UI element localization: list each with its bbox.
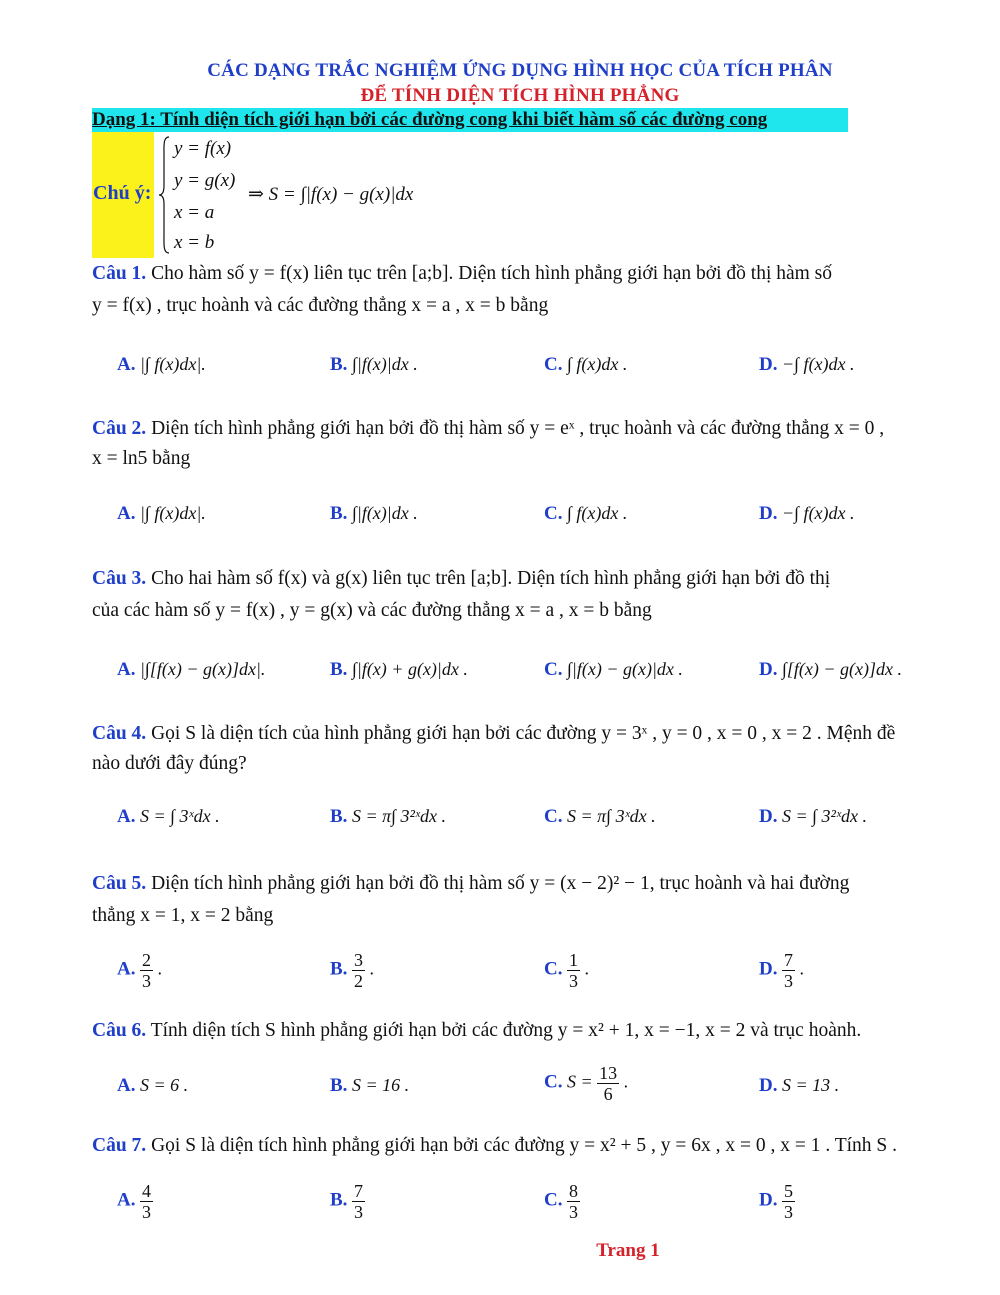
section-heading: Dạng 1: Tính diện tích giới hạn bởi các đường cong khi biết hàm số các đường cong (92, 108, 848, 132)
option-label: D. (759, 659, 778, 680)
denominator: 3 (568, 971, 578, 991)
option-a: A. $\frac{2}{3}$ . (117, 950, 162, 991)
option-d (759, 659, 902, 681)
option-a (117, 1181, 153, 1222)
denominator: 3 (783, 971, 793, 991)
option-b (330, 354, 418, 376)
option-label: B. (330, 1189, 348, 1211)
numerator: 13 (599, 1063, 618, 1083)
option-a (117, 1075, 188, 1097)
question (92, 1015, 952, 1047)
question-text: Gọi S là diện tích của hình phẳng giới hạn bởi các đường y = 3ˣ , y = 0 , x = 0 , x = 2 . Mệnh đề (146, 723, 896, 744)
question-text: Cho hai hàm số f(x) và g(x) liên tục trên [a;b]. Diện tích hình phẳng giới hạn bởi đồ thị (146, 568, 831, 589)
question-continuation: y = f(x) , trục hoành và các đường thẳng x = a , x = b bằng (92, 295, 549, 316)
option-label: D. (759, 503, 778, 524)
option-d (759, 1075, 839, 1097)
fraction (782, 1181, 795, 1222)
option-label: B. (330, 354, 348, 375)
question-label: Câu 7. (92, 1135, 147, 1156)
question-label: Câu 1. (92, 263, 147, 284)
option-text: −∫ f(x)dx . (781, 503, 855, 523)
question-label: Câu 6. (92, 1020, 147, 1041)
option-a (117, 503, 206, 525)
question (92, 413, 952, 445)
numerator: 8 (568, 1181, 578, 1201)
numerator: 7 (353, 1181, 363, 1201)
option-text: ∫|f(x)|dx . (351, 354, 418, 374)
numerator: 1 (568, 950, 578, 970)
question-continuation: của các hàm số y = f(x) , y = g(x) và các đường thẳng x = a , x = b bằng (92, 600, 652, 621)
question-continuation: thẳng x = 1, x = 2 bằng (92, 905, 274, 926)
option-label: D. (759, 958, 778, 980)
question-label: Câu 5. (92, 873, 147, 894)
question-label: Câu 3. (92, 568, 147, 589)
option-b (330, 806, 446, 828)
option-b: B. $\frac{3}{2}$ . (330, 950, 374, 991)
fraction (597, 1063, 619, 1104)
numerator: 5 (783, 1181, 793, 1201)
option-a (117, 659, 265, 681)
numerator: 2 (141, 950, 151, 970)
option-c: C. $\frac{1}{3}$ . (544, 950, 589, 991)
option-label: A. (117, 503, 136, 524)
option-c (544, 1181, 580, 1222)
option-c (544, 354, 627, 376)
option-label: D. (759, 354, 778, 375)
option-text: S = ∫ 3ˣdx . (139, 806, 220, 826)
question-text: Gọi S là diện tích hình phẳng giới hạn bởi các đường y = x² + 5 , y = 6x , x = 0 , x = 1 . Tính S . (146, 1135, 898, 1156)
option-label: D. (759, 1189, 778, 1211)
fraction (140, 950, 153, 991)
option-c (544, 806, 656, 828)
question-text: Diện tích hình phẳng giới hạn bởi đồ thị hàm số y = eˣ , trục hoành và các đường thẳng x = 0 , (146, 418, 885, 439)
denominator: 2 (353, 971, 363, 991)
document-title: CÁC DẠNG TRẮC NGHIỆM ỨNG DỤNG HÌNH HỌC CỦA TÍCH PHÂN (207, 60, 833, 81)
option-text: |∫ f(x)dx|. (139, 503, 206, 523)
option-b (330, 1181, 365, 1222)
question-text: Tính diện tích S hình phẳng giới hạn bởi các đường y = x² + 1, x = −1, x = 2 và trục hoành. (146, 1020, 862, 1041)
option-text: S = 16 . (351, 1075, 410, 1095)
option-a (117, 354, 206, 376)
brace-icon (158, 136, 170, 254)
option-text: −∫ f(x)dx . (781, 354, 855, 374)
option-b (330, 1075, 409, 1097)
question-label: Câu 4. (92, 723, 147, 744)
option-label: B. (330, 958, 348, 980)
note-label: Chú ý: (93, 182, 152, 204)
denominator: 3 (783, 1202, 793, 1222)
system-line: x = b (174, 232, 215, 253)
option-text: S = π∫ 3²ˣdx . (351, 806, 446, 826)
option-text: S = (566, 1071, 598, 1092)
question-continuation: nào dưới đây đúng? (92, 753, 247, 774)
option-label: B. (330, 1075, 348, 1096)
option-text: S = 6 . (139, 1075, 189, 1095)
option-label: D. (759, 1075, 778, 1096)
option-text: ∫ f(x)dx . (566, 354, 628, 374)
option-label: C. (544, 659, 563, 680)
option-text: ∫|f(x) − g(x)|dx . (566, 659, 683, 679)
fraction (567, 1181, 580, 1222)
numerator: 7 (783, 950, 793, 970)
option-c (544, 503, 627, 525)
denominator: 3 (353, 1202, 363, 1222)
question-text: Diện tích hình phẳng giới hạn bởi đồ thị hàm số y = (x − 2)² − 1, trục hoành và hai đường (146, 873, 850, 894)
option-text: S = π∫ 3ˣdx . (566, 806, 656, 826)
question-continuation: x = ln5 bằng (92, 448, 191, 469)
fraction (352, 1181, 365, 1222)
option-text: ∫|f(x) + g(x)|dx . (351, 659, 468, 679)
option-text: S = 13 . (781, 1075, 840, 1095)
question (92, 868, 952, 900)
question-label: Câu 2. (92, 418, 147, 439)
page-number: Trang 1 (596, 1240, 660, 1261)
question (92, 718, 952, 750)
option-label: B. (330, 659, 348, 680)
option-label: B. (330, 806, 348, 827)
denominator: 3 (141, 971, 151, 991)
system-line: y = g(x) (174, 170, 236, 191)
option-label: A. (117, 1075, 136, 1096)
option-text: S = ∫ 3²ˣdx . (781, 806, 868, 826)
option-d (759, 806, 867, 828)
system-line: x = a (174, 202, 215, 223)
denominator: 3 (141, 1202, 151, 1222)
option-label: C. (544, 1189, 563, 1211)
numerator: 4 (141, 1181, 151, 1201)
fraction (782, 950, 795, 991)
option-c (544, 659, 683, 681)
option-label: C. (544, 503, 563, 524)
option-b (330, 503, 418, 525)
option-label: A. (117, 659, 136, 680)
fraction (140, 1181, 153, 1222)
option-a (117, 806, 220, 828)
option-d: D. $\frac{7}{3}$ . (759, 950, 804, 991)
numerator: 3 (353, 950, 363, 970)
question (92, 563, 952, 595)
option-text: |∫[f(x) − g(x)]dx|. (139, 659, 266, 679)
area-formula: ⇒ S = ∫|f(x) − g(x)|dx (248, 184, 414, 205)
option-d (759, 354, 855, 376)
option-text: |∫ f(x)dx|. (139, 354, 206, 374)
option-d (759, 503, 855, 525)
option-b (330, 659, 468, 681)
option-text: ∫|f(x)|dx . (351, 503, 418, 523)
system-line: y = f(x) (174, 138, 232, 159)
option-label: A. (117, 354, 136, 375)
question (92, 1130, 952, 1162)
option-text: ∫ f(x)dx . (566, 503, 628, 523)
option-label: D. (759, 806, 778, 827)
option-d (759, 1181, 795, 1222)
option-label: A. (117, 1189, 136, 1211)
option-text: ∫[f(x) − g(x)]dx . (781, 659, 903, 679)
option-label: A. (117, 806, 136, 827)
option-label: A. (117, 958, 136, 980)
document-subtitle: ĐỂ TÍNH DIỆN TÍCH HÌNH PHẲNG (360, 85, 680, 106)
option-c: C. S = $\frac{13}{6}$ . (544, 1063, 629, 1104)
fraction (352, 950, 365, 991)
question (92, 258, 952, 290)
option-label: C. (544, 354, 563, 375)
option-label: C. (544, 1071, 563, 1093)
option-label: B. (330, 503, 348, 524)
fraction (567, 950, 580, 991)
denominator: 3 (568, 1202, 578, 1222)
denominator: 6 (603, 1084, 613, 1104)
option-label: C. (544, 806, 563, 827)
question-text: Cho hàm số y = f(x) liên tục trên [a;b]. Diện tích hình phẳng giới hạn bởi đồ thị hàm số (146, 263, 833, 284)
option-label: C. (544, 958, 563, 980)
